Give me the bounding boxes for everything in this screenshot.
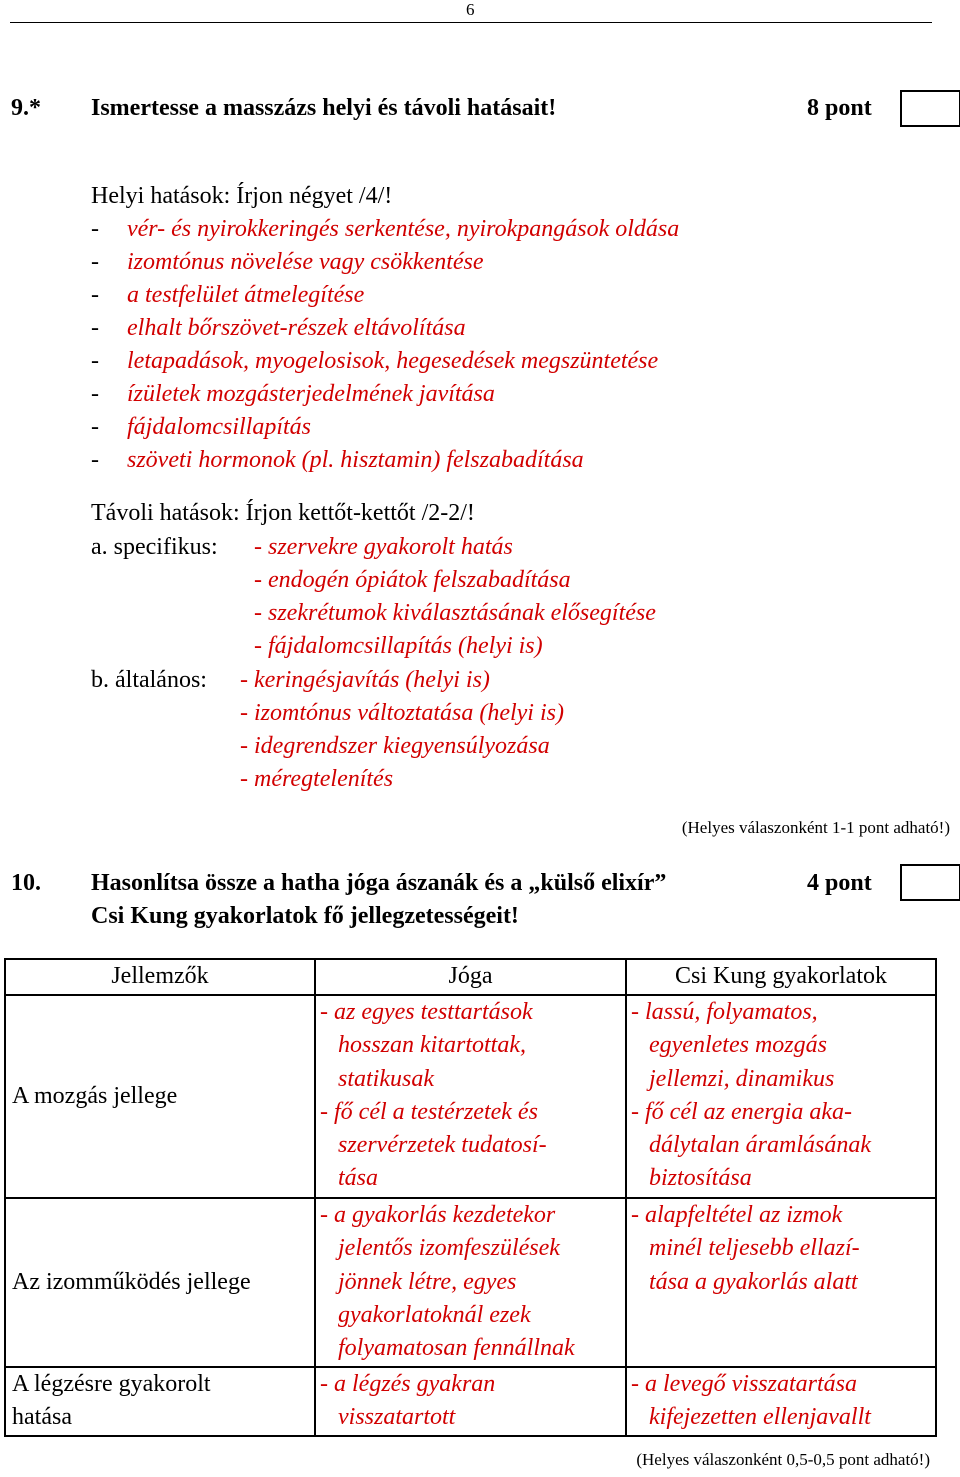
q9-scoring-note: (Helyes válaszonként 1-1 pont adható!) — [681, 818, 950, 837]
page-number: 6 — [466, 0, 475, 19]
list-item: - szöveti hormonok (pl. hisztamin) felszabadítása — [91, 447, 584, 473]
table-row — [5, 1367, 936, 1436]
q9-specific-label: a. specifikus: — [91, 534, 218, 560]
table-header-row — [5, 959, 936, 995]
q10-points: 4 pont — [807, 870, 872, 896]
list-item: - szervekre gyakorolt hatás — [254, 534, 513, 560]
q9-score-box[interactable] — [900, 90, 960, 127]
q10-scoring-note: (Helyes válaszonként 0,5-0,5 pont adható!) — [636, 1450, 930, 1469]
q9-number: 9.* — [11, 95, 41, 121]
table-header-cell: Csi Kung gyakorlatok — [626, 959, 936, 995]
list-item: - vér- és nyirokkeringés serkentése, nyirokpangások oldása — [91, 216, 680, 242]
list-item: - elhalt bőrszövet-részek eltávolítása — [91, 315, 466, 341]
table-row — [5, 1198, 936, 1367]
list-item: - endogén ópiátok felszabadítása — [254, 567, 571, 593]
qigong-cell: - a levegő visszatartása kifejezetten ellenjavallt — [626, 1367, 936, 1436]
q10-title-line2: Csi Kung gyakorlatok fő jellegzetességeit! — [91, 903, 519, 929]
list-item: - izomtónus növelése vagy csökkentése — [91, 249, 484, 275]
table-header-cell: Jellemzők — [5, 959, 315, 995]
q10-number: 10. — [11, 870, 41, 896]
q9-points: 8 pont — [807, 95, 872, 121]
q9-title: Ismertesse a masszázs helyi és távoli hatásait! — [91, 95, 557, 121]
table-header-cell: Jóga — [315, 959, 626, 995]
list-item: - izomtónus változtatása (helyi is) — [240, 700, 564, 726]
q9-distant-heading: Távoli hatások: Írjon kettőt-kettőt /2-2/! — [91, 500, 475, 526]
yoga-cell: - a légzés gyakran visszatartott — [315, 1367, 626, 1436]
qigong-cell: - alapfeltétel az izmok minél teljesebb ellazí- tása a gyakorlás alatt — [626, 1198, 936, 1367]
row-label: A mozgás jellege — [5, 995, 315, 1198]
q10-title-line1: Hasonlítsa össze a hatha jóga ászanák és a „külső elixír” — [91, 870, 667, 896]
q10-score-box[interactable] — [900, 864, 960, 901]
q9-general-label: b. általános: — [91, 667, 207, 693]
table-row — [5, 995, 936, 1198]
q9-local-heading: Helyi hatások: Írjon négyet /4/! — [91, 183, 393, 209]
list-item: - méregtelenítés — [240, 766, 394, 792]
yoga-cell: - a gyakorlás kezdetekor jelentős izomfeszülések jönnek létre, egyes gyakorlatoknál ezek folyamatosan fennállnak — [315, 1198, 626, 1367]
list-item: - a testfelület átmelegítése — [91, 282, 365, 308]
row-label: Az izomműködés jellege — [5, 1198, 315, 1367]
header-rule — [10, 22, 932, 23]
qigong-cell: - lassú, folyamatos, egyenletes mozgás jellemzi, dinamikus - fő cél az energia aka- dálytalan áramlásának biztosítása — [626, 995, 936, 1198]
row-label: A légzésre gyakorolt hatása — [5, 1367, 315, 1436]
list-item: - szekrétumok kiválasztásának elősegítése — [254, 600, 656, 626]
list-item: - fájdalomcsillapítás (helyi is) — [254, 633, 543, 659]
comparison-table — [4, 958, 937, 1437]
list-item: - fájdalomcsillapítás — [91, 414, 312, 440]
yoga-cell: - az egyes testtartások hosszan kitartottak, statikusak - fő cél a testérzetek és szervérzetek tudatosí- tása — [315, 995, 626, 1198]
list-item: - keringésjavítás (helyi is) — [240, 667, 490, 693]
list-item: - idegrendszer kiegyensúlyozása — [240, 733, 550, 759]
list-item: - letapadások, myogelosisok, hegesedések megszüntetése — [91, 348, 659, 374]
list-item: - ízületek mozgásterjedelmének javítása — [91, 381, 495, 407]
